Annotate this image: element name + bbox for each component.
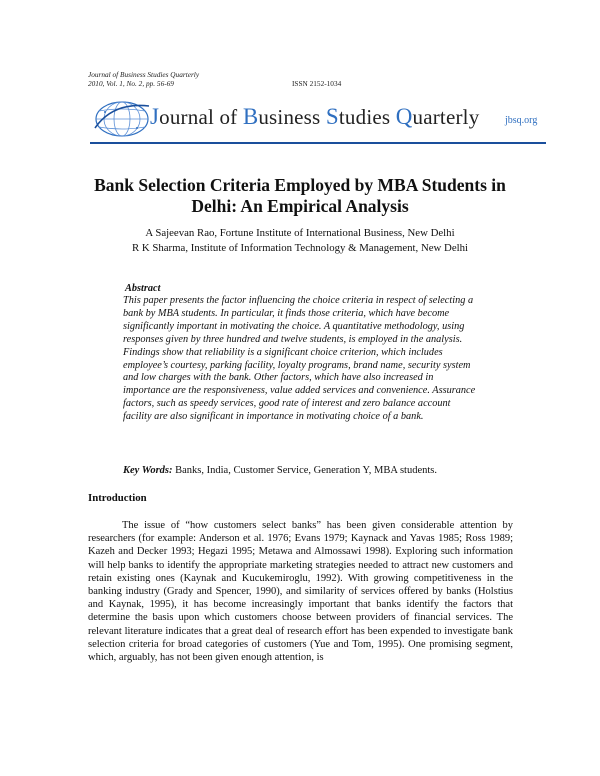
authors xyxy=(60,226,540,256)
keywords-label: Key Words: xyxy=(123,465,173,476)
abstract-text: This paper presents the factor influencing the choice criteria in respect of selecting a bank by MBA students. In particular, it finds those criteria, which have become significantly important in motivating the choice. A quantitative methodology, using responses given by three hundred and twelve students, is employed in the analysis. Findings show that reliability is a significant choice criterion, which includes employee’s courtesy, parking facility, loyalty programs, brand name, security system and low charges with the bank. Other factors, which have also increased in importance are the responsiveness, value added services and convenience. Assurance factors, such as speedy services, good rate of interest and zero balance account facility are also significant in importance in motivating choice of a bank. xyxy=(123,295,476,423)
globe-logo-icon xyxy=(93,98,151,140)
author-1: A Sajeevan Rao, Fortune Institute of International Business, New Delhi xyxy=(145,227,455,239)
journal-citation xyxy=(88,70,199,88)
abstract-heading: Abstract xyxy=(125,283,161,294)
keywords-list: Banks, India, Customer Service, Generation Y, MBA students. xyxy=(172,465,438,476)
author-2: R K Sharma, Institute of Information Technology & Management, New Delhi xyxy=(131,242,469,254)
title-line-1: Bank Selection Criteria Employed by MBA Students in xyxy=(94,175,506,195)
paper-title xyxy=(60,175,540,217)
introduction-heading: Introduction xyxy=(88,492,147,504)
issue-line: 2010, Vol. 1, No. 2, pp. 56-69 xyxy=(88,79,174,88)
title-line-2: Delhi: An Empirical Analysis xyxy=(191,196,409,216)
journal-website: jbsq.org xyxy=(505,115,538,126)
keywords xyxy=(123,465,437,476)
journal-title: Journal of Business Studies Quarterly xyxy=(150,104,480,129)
introduction-text: The issue of “how customers select banks” has been given considerable attention by researchers (for example: Anderson et al. 1976; Evans 1979; Kaynack and Yavas 1985; Ross 1989; Kazeh and Decker 1993; Hegazi 1995; Metawa and Almossawi 1998). Exploring such information will help banks to identify the appropriate marketing strategies needed to attract new customers and retain existing ones (Kaynak and Kucukemiroglu, 1992). With growing competitiveness in the banking industry (Grady and Spencer, 1990), and similarity of services offered by banks (Holstius and Kaynak, 1995), it has become increasingly important that banks identify the factors that determine the basis upon which customers choose between providers of financial services. The relevant literature indicates that a great deal of research effort has been expended to investigate bank selection criteria for broad categories of customers (Yue and Tom, 1995). One promising segment, which, arguably, has not been given enough attention, is xyxy=(88,520,513,664)
journal-line: Journal of Business Studies Quarterly xyxy=(88,70,200,79)
issn: ISSN 2152-1034 xyxy=(292,79,342,88)
